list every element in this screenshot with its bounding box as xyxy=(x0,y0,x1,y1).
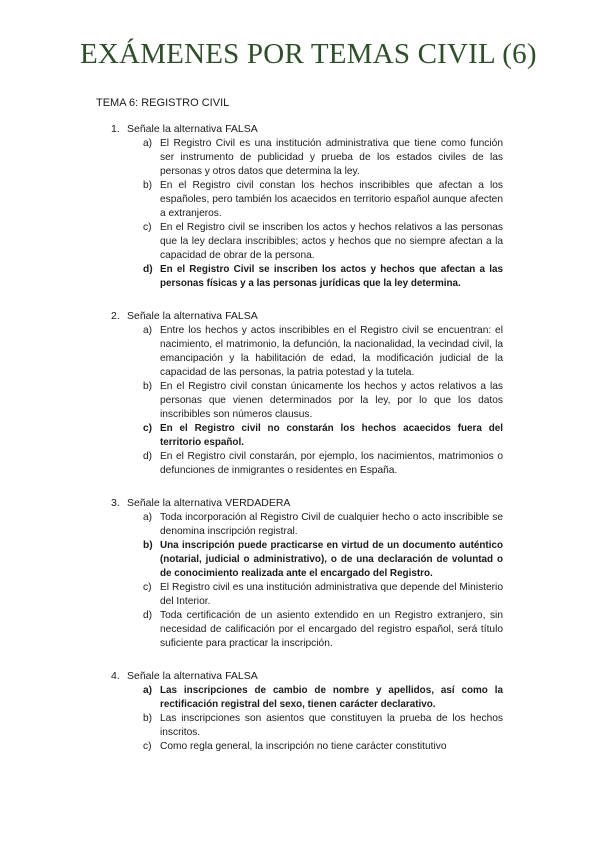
option-list xyxy=(143,324,503,478)
option-text: El Registro Civil es una institución administrativa que tiene como función ser instrumento de publicidad y prueba de los estados civiles de las personas y otros datos que determina la ley. xyxy=(160,138,503,177)
option-a-correct xyxy=(143,684,503,712)
option-letter: a) xyxy=(143,325,153,336)
option-c xyxy=(143,221,503,263)
option-b-correct xyxy=(143,539,503,581)
option-letter: d) xyxy=(143,264,153,275)
option-text: Las inscripciones son asientos que constituyen la prueba de los hechos inscritos. xyxy=(160,713,503,738)
option-b xyxy=(143,380,503,422)
option-text: En el Registro civil constan los hechos inscribibles que afectan a los españoles, pero también los acaecidos en territorio español aunque afecten a extranjeros. xyxy=(160,180,503,219)
option-a xyxy=(143,324,503,380)
question-text: Señale la alternativa VERDADERA xyxy=(127,497,291,509)
option-c-correct xyxy=(143,422,503,450)
option-a xyxy=(143,137,503,179)
option-text: Una inscripción puede practicarse en virtud de un documento auténtico (notarial, judicial o administrativo), o de una declaración de voluntad o de conocimiento realizada ante el encargado del Registro. xyxy=(160,540,503,579)
question-3 xyxy=(111,496,503,651)
option-text: En el Registro civil no constarán los hechos acaecidos fuera del territorio español. xyxy=(160,423,503,448)
option-text: En el Registro Civil se inscriben los actos y hechos que afectan a las personas físicas y a las personas jurídicas que la ley determina. xyxy=(160,264,503,289)
question-1 xyxy=(111,122,503,291)
section-subtitle: TEMA 6: REGISTRO CIVIL xyxy=(96,97,230,109)
option-d xyxy=(143,609,503,651)
option-letter: b) xyxy=(143,381,153,392)
option-letter: c) xyxy=(143,582,152,593)
document-title: EXÁMENES POR TEMAS CIVIL (6) xyxy=(80,38,537,70)
question-text: Señale la alternativa FALSA xyxy=(127,123,258,135)
question-number: 1. xyxy=(111,123,120,135)
option-text: Las inscripciones de cambio de nombre y apellidos, así como la rectificación registral del sexo, tienen carácter declarativo. xyxy=(160,685,503,710)
option-d-correct xyxy=(143,263,503,291)
option-b xyxy=(143,712,503,740)
option-list xyxy=(143,684,503,754)
option-text: Toda incorporación al Registro Civil de cualquier hecho o acto inscribible se denomina inscripción registral. xyxy=(160,512,503,537)
question-4 xyxy=(111,669,503,754)
option-letter: b) xyxy=(143,540,153,551)
option-list xyxy=(143,137,503,291)
option-letter: a) xyxy=(143,512,153,523)
question-text: Señale la alternativa FALSA xyxy=(127,670,258,682)
option-letter: b) xyxy=(143,180,153,191)
question-number: 3. xyxy=(111,497,120,509)
option-text: En el Registro civil se inscriben los actos y hechos relativos a las personas que la ley declara inscribibles; actos y hechos que no siempre afectan a la capacidad de obrar de la persona. xyxy=(160,222,503,261)
option-letter: c) xyxy=(143,423,153,434)
option-a xyxy=(143,511,503,539)
option-letter: d) xyxy=(143,610,153,621)
option-list xyxy=(143,511,503,651)
option-d xyxy=(143,450,503,478)
option-text: En el Registro civil constarán, por ejemplo, los nacimientos, matrimonios o defunciones de inmigrantes o residentes en España. xyxy=(160,451,503,476)
option-text: Como regla general, la inscripción no tiene carácter constitutivo xyxy=(160,741,447,752)
option-text: Toda certificación de un asiento extendido en un Registro extranjero, sin necesidad de calificación por el encargado del registro español, será título suficiente para practicar la inscripción. xyxy=(160,610,503,649)
option-letter: c) xyxy=(143,741,152,752)
option-letter: d) xyxy=(143,451,153,462)
option-c xyxy=(143,581,503,609)
option-text: En el Registro civil constan únicamente los hechos y actos relativos a las personas que vienen determinados por la ley, por lo que los datos inscribibles son números clausus. xyxy=(160,381,503,420)
question-list xyxy=(111,122,503,772)
option-text: El Registro civil es una institución administrativa que depende del Ministerio del Interior. xyxy=(160,582,503,607)
option-letter: a) xyxy=(143,685,153,696)
question-number: 4. xyxy=(111,670,120,682)
option-letter: a) xyxy=(143,138,153,149)
option-letter: c) xyxy=(143,222,152,233)
option-b xyxy=(143,179,503,221)
option-text: Entre los hechos y actos inscribibles en el Registro civil se encuentran: el nacimiento, el matrimonio, la defunción, la nacionalidad, la vecindad civil, la emancipación y la habilitación de edad, la modificación judicial de la capacidad de las personas, la patria potestad y la tutela. xyxy=(160,325,503,378)
option-letter: b) xyxy=(143,713,153,724)
question-text: Señale la alternativa FALSA xyxy=(127,310,258,322)
question-2 xyxy=(111,309,503,478)
option-c xyxy=(143,740,503,754)
question-number: 2. xyxy=(111,310,120,322)
